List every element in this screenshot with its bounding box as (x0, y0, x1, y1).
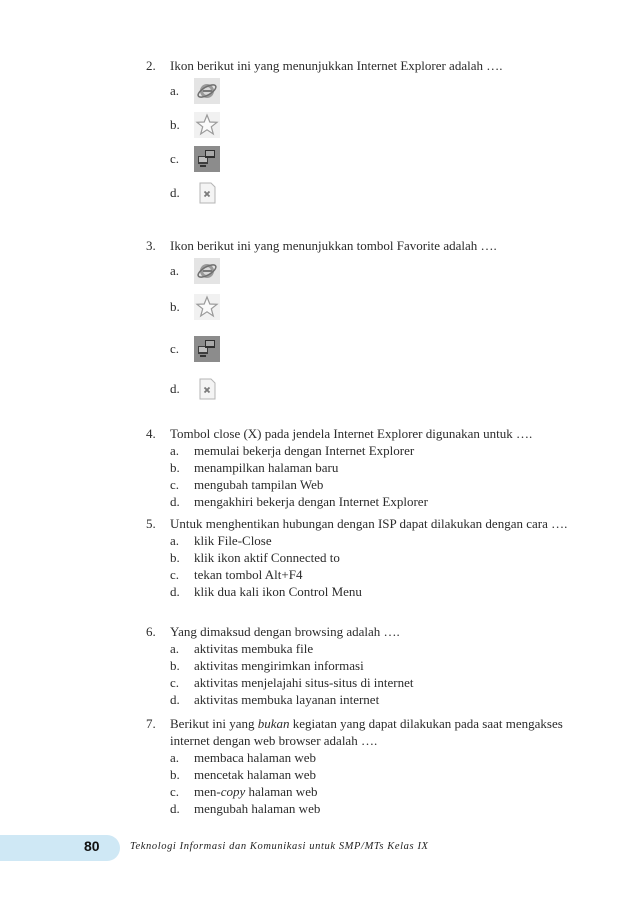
option-letter: b. (170, 460, 180, 475)
option-letter: b. (170, 550, 180, 565)
option-letter: a. (170, 750, 180, 765)
option-italic-text: copy (220, 784, 246, 799)
question-7 (146, 715, 586, 817)
option-letter: c. (170, 151, 180, 166)
network-connected-icon (194, 146, 220, 172)
option-7c[interactable] (170, 783, 586, 800)
question-number: 2. (146, 58, 156, 73)
option-text: mengubah halaman web (194, 801, 321, 816)
option-text: aktivitas menjelajahi situs-situs di internet (194, 675, 414, 690)
option-text: tekan tombol Alt+F4 (194, 567, 303, 582)
option-letter: d. (170, 692, 180, 707)
internet-explorer-icon (194, 258, 220, 284)
option-text: klik File-Close (194, 533, 272, 548)
option-5b[interactable] (170, 549, 586, 566)
option-letter: c. (170, 675, 180, 690)
star-favorite-icon (194, 112, 220, 138)
option-5a[interactable] (170, 532, 586, 549)
network-connected-icon (194, 336, 220, 362)
option-text: memulai bekerja dengan Internet Explorer (194, 443, 415, 458)
footer-accent-bar (0, 835, 120, 861)
option-letter: c. (170, 477, 180, 492)
option-letter: b. (170, 767, 180, 782)
question-3 (146, 237, 586, 254)
question-number: 7. (146, 716, 156, 731)
option-letter: d. (170, 381, 180, 396)
internet-explorer-icon (194, 78, 220, 104)
question-number: 4. (146, 426, 156, 441)
option-6b[interactable] (170, 657, 586, 674)
option-7b[interactable] (170, 766, 586, 783)
option-letter: c. (170, 341, 180, 356)
option-6a[interactable] (170, 640, 586, 657)
option-7a[interactable] (170, 749, 586, 766)
stem-italic-text: bukan (257, 716, 290, 731)
option-text: menampilkan halaman baru (194, 460, 339, 475)
option-4b[interactable] (170, 459, 586, 476)
question-4 (146, 425, 586, 510)
option-4a[interactable] (170, 442, 586, 459)
option-letter: a. (170, 443, 180, 458)
option-6c[interactable] (170, 674, 586, 691)
question-number: 5. (146, 516, 156, 531)
question-stem: Untuk menghentikan hubungan dengan ISP dapat dilakukan dengan cara …. (170, 516, 568, 531)
question-stem (170, 715, 586, 749)
option-text: aktivitas mengirimkan informasi (194, 658, 364, 673)
close-window-icon (194, 376, 220, 402)
option-letter: d. (170, 185, 180, 200)
option-7d[interactable] (170, 800, 586, 817)
option-letter: b. (170, 299, 180, 314)
option-letter: a. (170, 83, 180, 98)
option-text: aktivitas membuka file (194, 641, 314, 656)
option-text: klik ikon aktif Connected to (194, 550, 340, 565)
option-text: mencetak halaman web (194, 767, 316, 782)
stem-text: Berikut ini yang (170, 716, 258, 731)
page-number: 80 (84, 838, 100, 854)
option-text (194, 783, 586, 800)
option-letter: d. (170, 494, 180, 509)
option-text: membaca halaman web (194, 750, 316, 765)
option-6d[interactable] (170, 691, 586, 708)
option-text: mengubah tampilan Web (194, 477, 324, 492)
question-stem: Yang dimaksud dengan browsing adalah …. (170, 624, 400, 639)
question-stem: Ikon berikut ini yang menunjukkan Internet Explorer adalah …. (170, 58, 503, 73)
option-letter: c. (170, 784, 180, 799)
question-stem: Tombol close (X) pada jendela Internet Explorer digunakan untuk …. (170, 426, 533, 441)
question-stem: Ikon berikut ini yang menunjukkan tombol Favorite adalah …. (170, 238, 497, 253)
stem-text: kegiatan yang dapat dilakukan pada saat mengakses internet dengan web browser adalah …. (170, 716, 563, 748)
question-2 (146, 57, 586, 74)
option-text-part: halaman web (245, 784, 318, 799)
option-4c[interactable] (170, 476, 586, 493)
option-text-part: men- (194, 784, 221, 799)
option-text: klik dua kali ikon Control Menu (194, 584, 362, 599)
option-letter: a. (170, 533, 180, 548)
close-window-icon (194, 180, 220, 206)
question-number: 3. (146, 238, 156, 253)
option-5c[interactable] (170, 566, 586, 583)
option-letter: b. (170, 658, 180, 673)
option-letter: d. (170, 801, 180, 816)
option-letter: b. (170, 117, 180, 132)
question-6 (146, 623, 586, 708)
option-4d[interactable] (170, 493, 586, 510)
option-text: mengakhiri bekerja dengan Internet Explorer (194, 494, 428, 509)
option-letter: a. (170, 641, 180, 656)
book-title: Teknologi Informasi dan Komunikasi untuk SMP/MTs Kelas IX (130, 841, 429, 852)
star-favorite-icon (194, 294, 220, 320)
option-text: aktivitas membuka layanan internet (194, 692, 380, 707)
question-number: 6. (146, 624, 156, 639)
option-letter: c. (170, 567, 180, 582)
option-5d[interactable] (170, 583, 586, 600)
question-5 (146, 515, 586, 600)
option-letter: a. (170, 263, 180, 278)
option-letter: d. (170, 584, 180, 599)
